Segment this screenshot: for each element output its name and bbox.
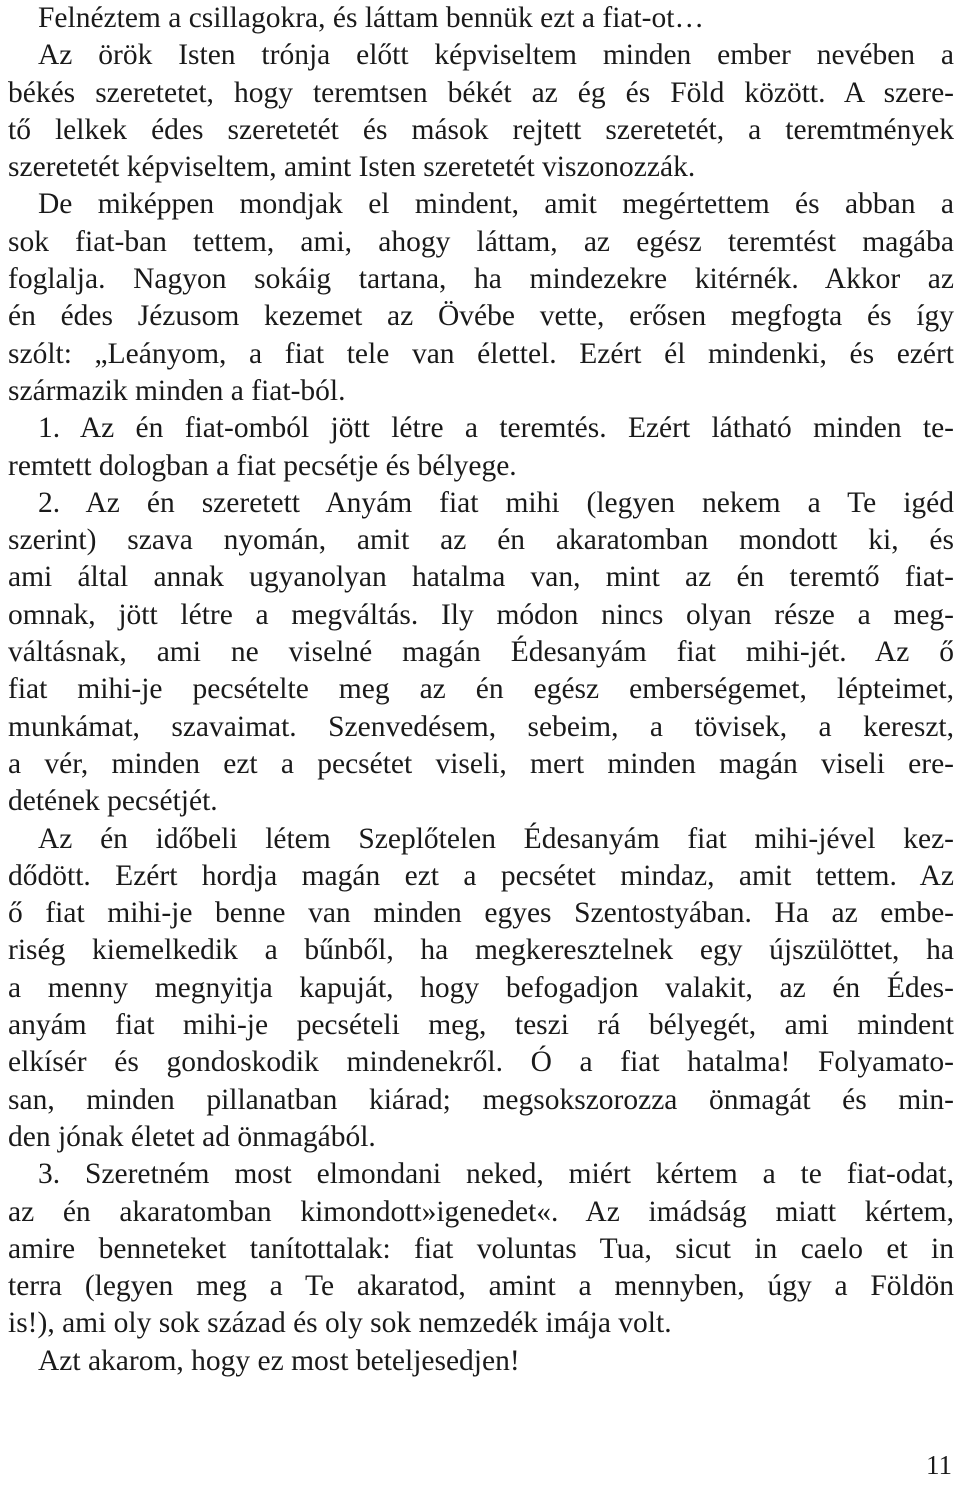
text-line: san, minden pillanatban kiárad; megsokszorozza önmagát és min- bbox=[8, 1083, 954, 1116]
text-line: elkísér és gondoskodik mindenekről. Ó a fiat hatalma! Folyamato- bbox=[8, 1046, 954, 1079]
text-line: váltásnak, ami ne viselné magán Édesanyám fiat mihi-jét. Az ő bbox=[8, 636, 954, 669]
text-line: 3. Szeretném most elmondani neked, miért kértem a te fiat-odat, bbox=[38, 1158, 954, 1191]
text-line: De miképpen mondjak el mindent, amit megértettem és abban a bbox=[38, 188, 954, 221]
text-line: anyám fiat mihi-je pecsételi meg, teszi rá bélyegét, ami mindent bbox=[8, 1009, 954, 1042]
text-line: szerint) szava nyomán, amit az én akaratomban mondott ki, és bbox=[8, 524, 954, 557]
text-line: Az örök Isten trónja előtt képviseltem minden ember nevében a bbox=[38, 39, 954, 72]
page-number: 11 bbox=[926, 1450, 952, 1480]
text-line: Felnéztem a csillagokra, és láttam bennük ezt a fiat-ot… bbox=[38, 2, 704, 34]
text-line: sok fiat-ban tettem, ami, ahogy láttam, az egész teremtést magába bbox=[8, 225, 954, 258]
text-line: szólt: „Leányom, a fiat tele van élettel. Ezért él mindenki, és ezért bbox=[8, 337, 954, 370]
text-line: riség kiemelkedik a bűnből, ha megkeresztelnek egy újszülöttet, ha bbox=[8, 934, 954, 967]
text-line: den jónak életet ad önmagából. bbox=[8, 1120, 376, 1153]
text-line: a vér, minden ezt a pecsétet viseli, mert minden magán viseli ere- bbox=[8, 747, 954, 780]
text-line: szeretetét képviseltem, amint Isten szeretetét viszonozzák. bbox=[8, 151, 696, 184]
text-line: fiat mihi-je pecsételte meg az én egész emberségemet, lépteimet, bbox=[8, 673, 954, 706]
text-line: is!), ami oly sok század és oly sok nemzedék imája volt. bbox=[8, 1307, 672, 1340]
text-line: Azt akarom, hogy ez most beteljesedjen! bbox=[38, 1344, 520, 1377]
text-line: detének pecsétjét. bbox=[8, 785, 218, 818]
text-line: tő lelkek édes szeretetét és mások rejtett szeretetét, a teremtmények bbox=[8, 113, 954, 146]
text-line: 2. Az én szeretett Anyám fiat mihi (legyen nekem a Te igéd bbox=[38, 486, 954, 519]
text-line: remtett dologban a fiat pecsétje és bélyege. bbox=[8, 449, 517, 482]
text-line: származik minden a fiat-ból. bbox=[8, 374, 346, 407]
text-line: én édes Jézusom kezemet az Övébe vette, erősen megfogta és így bbox=[8, 300, 954, 333]
text-line: munkámat, szavaimat. Szenvedésem, sebeim, a tövisek, a kereszt, bbox=[8, 710, 954, 743]
text-line: az én akaratomban kimondott»igenedet«. Az imádság miatt kértem, bbox=[8, 1195, 954, 1228]
text-line: amire benneteket tanítottalak: fiat voluntas Tua, sicut in caelo et in bbox=[8, 1232, 954, 1265]
text-line: a menny megnyitja kapuját, hogy befogadjon valakit, az én Édes- bbox=[8, 971, 954, 1004]
text-line: ő fiat mihi-je benne van minden egyes Szentostyában. Ha az embe- bbox=[8, 897, 954, 930]
text-line: foglalja. Nagyon sokáig tartana, ha mindezekre kitérnék. Akkor az bbox=[8, 263, 954, 296]
text-line: békés szeretetet, hogy teremtsen békét az ég és Föld között. A szere- bbox=[8, 76, 954, 109]
text-line: Az én időbeli létem Szeplőtelen Édesanyám fiat mihi-jével kez- bbox=[38, 822, 954, 855]
document-body bbox=[8, 0, 954, 1380]
text-line: dődött. Ezért hordja magán ezt a pecsétet mindaz, amit tettem. Az bbox=[8, 859, 954, 892]
text-line: terra (legyen meg a Te akaratod, amint a mennyben, úgy a Földön bbox=[8, 1270, 954, 1303]
text-line: ami által annak ugyanolyan hatalma van, mint az én teremtő fiat- bbox=[8, 561, 954, 594]
text-line: 1. Az én fiat-omból jött létre a teremtés. Ezért látható minden te- bbox=[38, 412, 954, 445]
text-line: omnak, jött létre a megváltás. Ily módon nincs olyan része a meg- bbox=[8, 598, 954, 631]
